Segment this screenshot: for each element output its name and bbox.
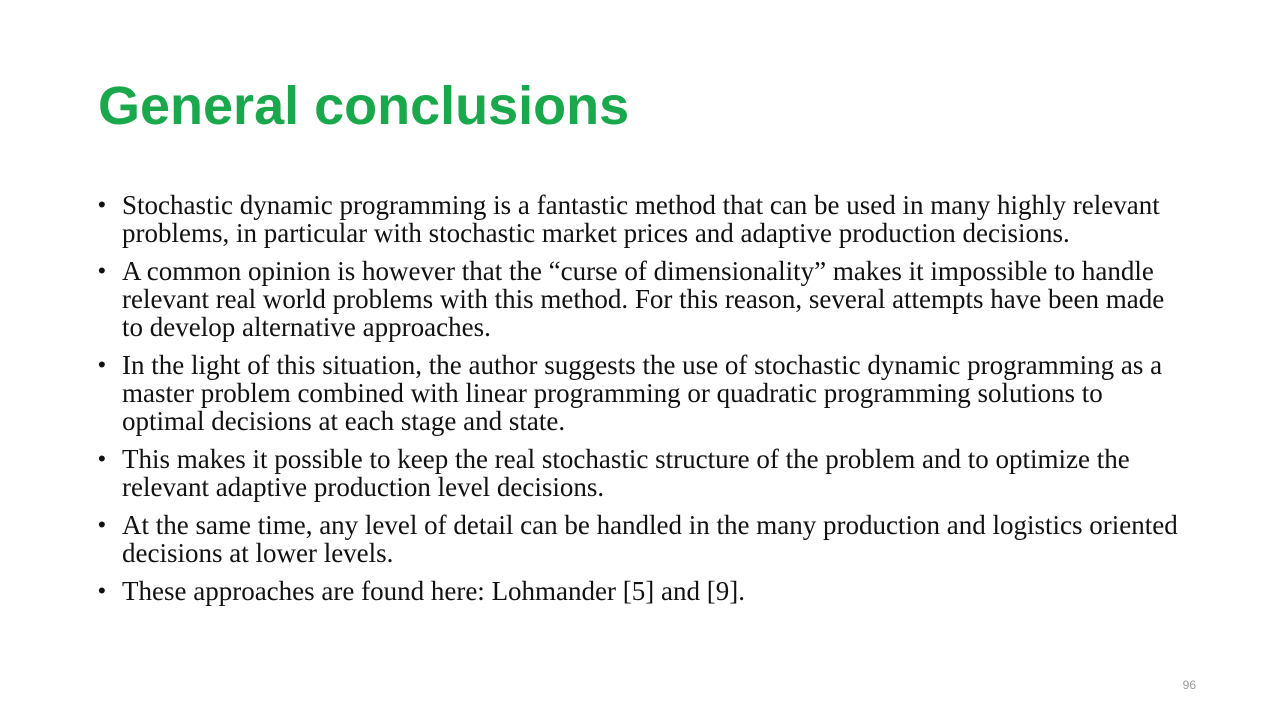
bullet-dot-icon: • xyxy=(98,446,106,471)
bullet-text: These approaches are found here: Lohmander [5] and [9]. xyxy=(122,576,745,606)
bullet-text: At the same time, any level of detail can be handled in the many production and logistics oriented decisions at lower levels. xyxy=(122,510,1178,568)
bullet-dot-icon: • xyxy=(98,578,106,603)
bullet-item-3 xyxy=(98,351,1178,435)
bullet-text: Stochastic dynamic programming is a fantastic method that can be used in many highly relevant problems, in particular with stochastic market prices and adaptive production decisions. xyxy=(122,190,1160,248)
bullet-item-2 xyxy=(98,257,1178,341)
bullet-dot-icon: • xyxy=(98,512,106,537)
bullet-dot-icon: • xyxy=(98,192,106,217)
bullet-list xyxy=(98,191,1178,615)
bullet-item-1 xyxy=(98,191,1178,247)
bullet-text: In the light of this situation, the author suggests the use of stochastic dynamic programming as a master problem combined with linear programming or quadratic programming solutions to optimal decisions at each stage and state. xyxy=(122,350,1163,436)
bullet-item-5 xyxy=(98,511,1178,567)
bullet-text: This makes it possible to keep the real stochastic structure of the problem and to optimize the relevant adaptive production level decisions. xyxy=(122,444,1130,502)
bullet-item-4 xyxy=(98,445,1178,501)
bullet-dot-icon: • xyxy=(98,258,106,283)
bullet-dot-icon: • xyxy=(98,352,106,377)
bullet-text: A common opinion is however that the “curse of dimensionality” makes it impossible to handle relevant real world problems with this method. For this reason, several attempts have been made to develop alternative approaches. xyxy=(122,256,1165,342)
bullet-item-6 xyxy=(98,577,1178,605)
page-number: 96 xyxy=(1182,678,1196,692)
slide-title: General conclusions xyxy=(98,76,630,136)
